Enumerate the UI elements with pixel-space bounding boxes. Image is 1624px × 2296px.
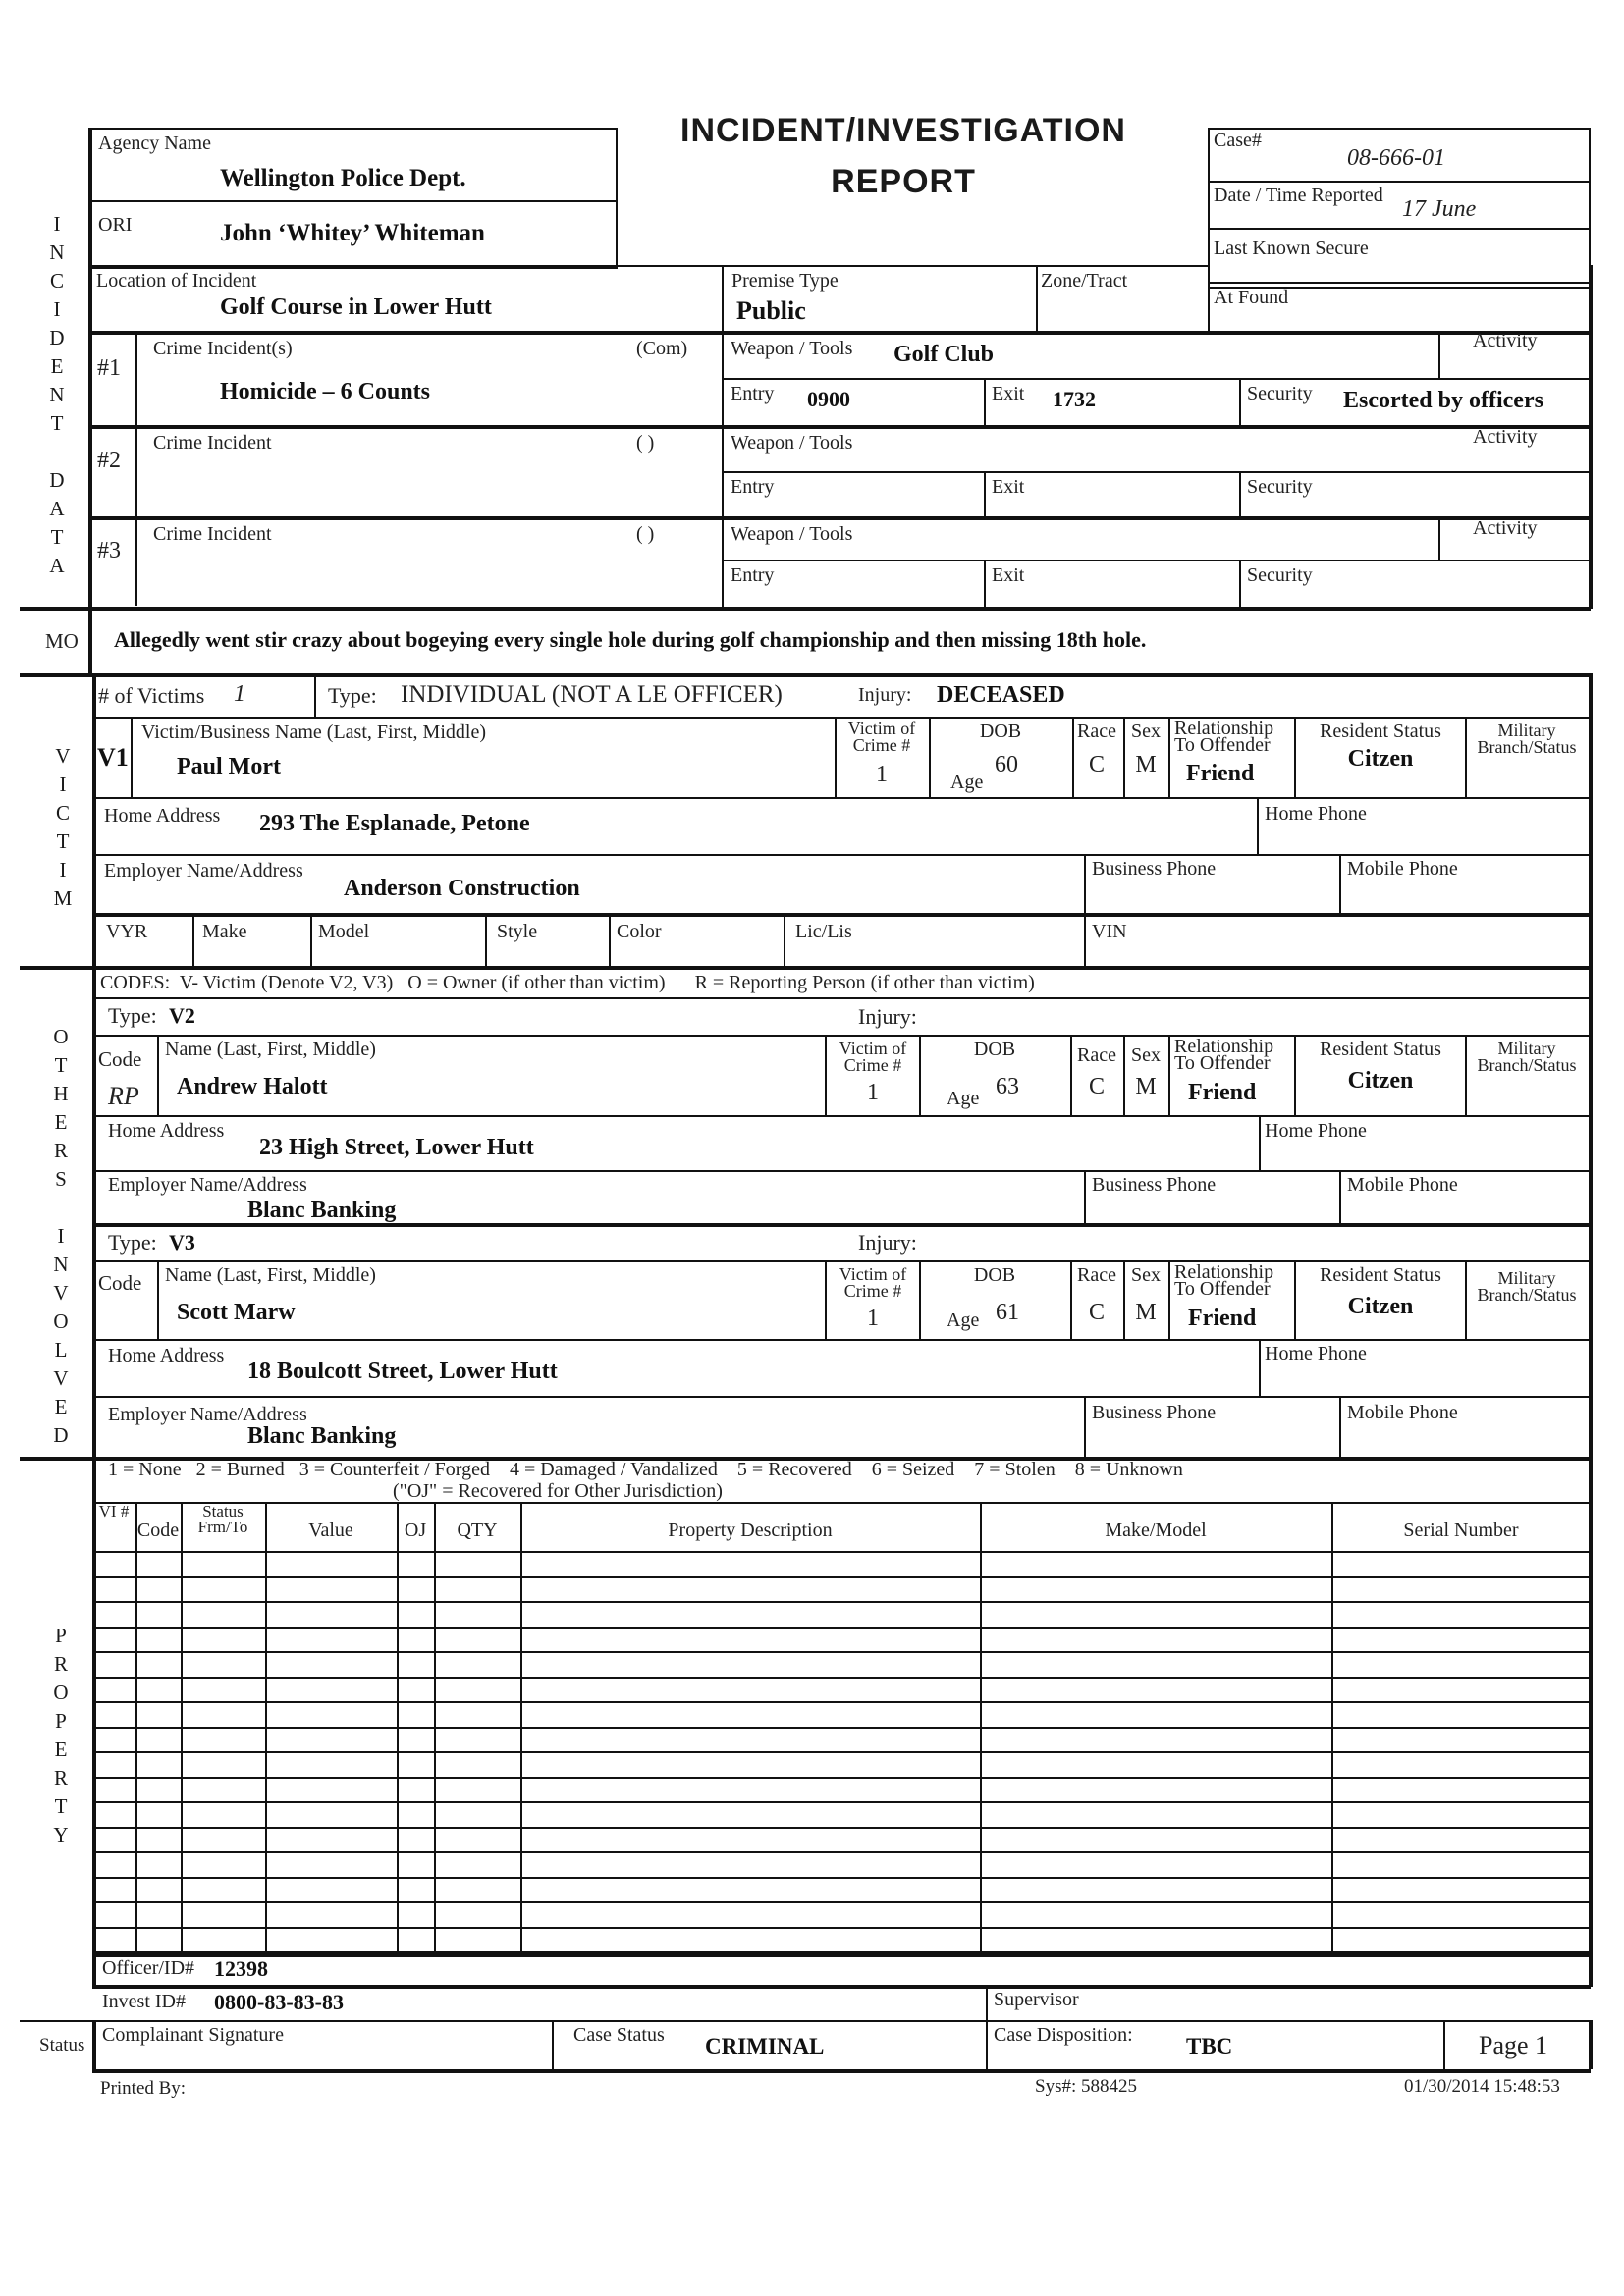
victim-age-value: 60 bbox=[995, 752, 1018, 777]
v3-age-label: Age bbox=[947, 1309, 980, 1331]
v3-home-address-label: Home Address bbox=[108, 1345, 225, 1366]
v3-age-value: 61 bbox=[996, 1300, 1019, 1325]
victim-sex-label: Sex bbox=[1131, 721, 1161, 742]
v2-code-label: Code bbox=[98, 1047, 142, 1071]
case-disposition-value: TBC bbox=[1186, 2034, 1233, 2058]
exit-2-label: Exit bbox=[992, 476, 1025, 498]
security-3-label: Security bbox=[1247, 564, 1313, 586]
v2-mobile-phone-label: Mobile Phone bbox=[1347, 1174, 1458, 1196]
v2-crime-no-value: 1 bbox=[867, 1080, 879, 1105]
property-row-line bbox=[92, 1777, 1591, 1779]
victim-injury-value: DECEASED bbox=[937, 682, 1065, 708]
v2-employer-label: Employer Name/Address bbox=[108, 1174, 307, 1196]
victim-age-label: Age bbox=[950, 772, 984, 793]
property-row-line bbox=[92, 1927, 1591, 1929]
v3-name-value: Scott Marw bbox=[177, 1300, 296, 1325]
v2-code-value: RP bbox=[108, 1082, 139, 1110]
property-column-header: OJ bbox=[404, 1520, 427, 1541]
victim-dob-label: DOB bbox=[979, 721, 1022, 742]
v2-injury-label: Injury: bbox=[858, 1004, 917, 1029]
v2-home-address-label: Home Address bbox=[108, 1120, 225, 1142]
victim-injury-label: Injury: bbox=[858, 684, 912, 706]
property-side-label: P R O P E R T Y bbox=[53, 1624, 69, 1846]
incident-data-side-label: I N C I D E N T D A T A bbox=[49, 212, 65, 577]
case-status-value: CRIMINAL bbox=[705, 2034, 825, 2058]
v3-type-label: Type: bbox=[108, 1230, 157, 1255]
sys-number: Sys#: 588425 bbox=[1035, 2076, 1137, 2097]
v3-dob-label: DOB bbox=[973, 1264, 1016, 1286]
property-row-line bbox=[92, 1551, 1591, 1553]
victim-crime-no-label: Victim of Crime # bbox=[847, 719, 916, 755]
invest-id-label: Invest ID# bbox=[102, 1991, 186, 2012]
weapon-1-label: Weapon / Tools bbox=[731, 338, 853, 359]
v2-resident-value: Citzen bbox=[1347, 1068, 1414, 1094]
victim-type-label: Type: bbox=[328, 683, 377, 708]
property-row-line bbox=[92, 1651, 1591, 1653]
property-row-line bbox=[92, 1576, 1591, 1578]
security-2-label: Security bbox=[1247, 476, 1313, 498]
security-1-value: Escorted by officers bbox=[1343, 388, 1543, 413]
entry-1-label: Entry bbox=[731, 383, 775, 404]
v3-sex-value: M bbox=[1135, 1300, 1157, 1325]
weapon-2-label: Weapon / Tools bbox=[731, 432, 853, 454]
premise-type-label: Premise Type bbox=[731, 270, 839, 292]
v3-resident-label: Resident Status bbox=[1320, 1264, 1441, 1286]
victim-home-phone-label: Home Phone bbox=[1265, 803, 1367, 825]
crime-1-label: Crime Incident(s) bbox=[153, 338, 293, 359]
security-1-label: Security bbox=[1247, 383, 1313, 404]
victim-mobile-phone-label: Mobile Phone bbox=[1347, 858, 1458, 880]
property-row-line bbox=[92, 1801, 1591, 1803]
property-row-line bbox=[92, 1601, 1591, 1603]
v2-relationship-value: Friend bbox=[1188, 1080, 1257, 1105]
victim-employer-value: Anderson Construction bbox=[344, 876, 580, 901]
crime-3-number: #3 bbox=[97, 538, 121, 563]
property-row-line bbox=[92, 1901, 1591, 1903]
property-row-line bbox=[92, 1877, 1591, 1879]
exit-1-value: 1732 bbox=[1053, 387, 1096, 411]
v2-type-label: Type: bbox=[108, 1003, 157, 1028]
vehicle-lic-label: Lic/Lis bbox=[795, 921, 852, 942]
v3-military-label: Military Branch/Status bbox=[1477, 1268, 1577, 1305]
property-table bbox=[92, 1502, 1591, 1953]
v3-resident-value: Citzen bbox=[1347, 1294, 1414, 1319]
victim-name-value: Paul Mort bbox=[177, 754, 281, 779]
location-value: Golf Course in Lower Hutt bbox=[220, 294, 492, 320]
last-known-secure-label: Last Known Secure bbox=[1214, 238, 1369, 259]
vehicle-model-label: Model bbox=[318, 921, 370, 942]
property-row-line bbox=[92, 1727, 1591, 1729]
case-status-label: Case Status bbox=[573, 2024, 665, 2046]
victim-home-address-value: 293 The Esplanade, Petone bbox=[259, 811, 530, 836]
num-victims-value: 1 bbox=[234, 681, 245, 707]
property-column-header: QTY bbox=[457, 1520, 498, 1541]
agency-value: Wellington Police Dept. bbox=[220, 165, 466, 191]
v3-business-phone-label: Business Phone bbox=[1092, 1402, 1217, 1423]
property-row-line bbox=[92, 1701, 1591, 1703]
victim-resident-label: Resident Status bbox=[1320, 721, 1441, 742]
victim-resident-value: Citzen bbox=[1347, 746, 1414, 772]
others-involved-side-label: O T H E R S I N V O L V E D bbox=[53, 1025, 69, 1447]
exit-1-label: Exit bbox=[992, 383, 1025, 404]
case-number: 08-666-01 bbox=[1347, 145, 1445, 171]
property-codes-line1: 1 = None 2 = Burned 3 = Counterfeit / Forged 4 = Damaged / Vandalized 5 = Recovered 6 = Seized 7 = Stolen 8 = Unknown bbox=[108, 1459, 1183, 1480]
complainant-signature-label: Complainant Signature bbox=[102, 2024, 284, 2046]
v2-age-value: 63 bbox=[996, 1074, 1019, 1099]
weapon-1-value: Golf Club bbox=[893, 342, 995, 367]
v2-resident-label: Resident Status bbox=[1320, 1039, 1441, 1060]
victim-relationship-label: Relationship To Offender bbox=[1174, 718, 1274, 756]
date-reported-label: Date / Time Reported bbox=[1214, 185, 1383, 206]
property-column-header: Value bbox=[308, 1520, 353, 1541]
v2-dob-label: DOB bbox=[973, 1039, 1016, 1060]
crime-2-com: ( ) bbox=[636, 432, 655, 454]
v3-crime-no-label: Victim of Crime # bbox=[839, 1264, 907, 1301]
v2-age-label: Age bbox=[947, 1088, 980, 1109]
property-row-line bbox=[92, 1677, 1591, 1679]
v3-relationship-label: Relationship To Offender bbox=[1174, 1261, 1274, 1300]
supervisor-label: Supervisor bbox=[994, 1989, 1079, 2010]
case-label: Case# bbox=[1214, 130, 1262, 151]
entry-3-label: Entry bbox=[731, 564, 775, 586]
v2-sex-label: Sex bbox=[1131, 1044, 1161, 1066]
victim-sex-value: M bbox=[1135, 752, 1157, 777]
num-victims-label: # of Victims bbox=[98, 683, 205, 708]
v2-sex-value: M bbox=[1135, 1074, 1157, 1099]
property-column-header: Make/Model bbox=[1105, 1520, 1207, 1541]
crime-1-number: #1 bbox=[97, 355, 121, 381]
victim-type-value: INDIVIDUAL (NOT A LE OFFICER) bbox=[401, 681, 783, 708]
victim-race-label: Race bbox=[1077, 721, 1116, 742]
victim-business-phone-label: Business Phone bbox=[1092, 858, 1217, 880]
property-row-line bbox=[92, 1627, 1591, 1629]
ori-label: ORI bbox=[98, 214, 133, 236]
crime-1-com: (Com) bbox=[636, 338, 688, 359]
victim-name-label: Victim/Business Name (Last, First, Middle) bbox=[141, 721, 486, 743]
v3-name-label: Name (Last, First, Middle) bbox=[165, 1264, 376, 1286]
activity-2-label: Activity bbox=[1473, 426, 1538, 448]
crime-3-com: ( ) bbox=[636, 523, 655, 545]
at-found-label: At Found bbox=[1214, 287, 1289, 308]
victim-home-address-label: Home Address bbox=[104, 805, 221, 827]
mo-label: MO bbox=[45, 629, 79, 653]
v3-race-value: C bbox=[1088, 1300, 1105, 1325]
v3-relationship-value: Friend bbox=[1188, 1306, 1257, 1331]
property-column-header: Property Description bbox=[668, 1520, 833, 1541]
victim-relationship-value: Friend bbox=[1186, 761, 1255, 786]
codes-legend: CODES: V- Victim (Denote V2, V3) O = Owner (if other than victim) R = Reporting Person (if other than victim) bbox=[100, 972, 1035, 993]
vehicle-vyr-label: VYR bbox=[106, 921, 148, 942]
property-row-line bbox=[92, 1827, 1591, 1829]
premise-type-value: Public bbox=[736, 296, 806, 325]
print-timestamp: 01/30/2014 15:48:53 bbox=[1404, 2076, 1560, 2097]
v3-mobile-phone-label: Mobile Phone bbox=[1347, 1402, 1458, 1423]
crime-2-number: #2 bbox=[97, 448, 121, 473]
v2-business-phone-label: Business Phone bbox=[1092, 1174, 1217, 1196]
v3-sex-label: Sex bbox=[1131, 1264, 1161, 1286]
v3-home-phone-label: Home Phone bbox=[1265, 1343, 1367, 1364]
entry-2-label: Entry bbox=[731, 476, 775, 498]
v2-home-address-value: 23 High Street, Lower Hutt bbox=[259, 1135, 534, 1160]
victim-race-value: C bbox=[1088, 752, 1105, 777]
printed-by-label: Printed By: bbox=[100, 2078, 187, 2099]
v3-employer-label: Employer Name/Address bbox=[108, 1404, 307, 1425]
v2-relationship-label: Relationship To Offender bbox=[1174, 1036, 1274, 1074]
v2-race-label: Race bbox=[1077, 1044, 1116, 1066]
victim-military-label: Military Branch/Status bbox=[1477, 721, 1577, 757]
property-row-line bbox=[92, 1751, 1591, 1753]
officer-id-value: 12398 bbox=[214, 1956, 268, 1981]
v2-crime-no-label: Victim of Crime # bbox=[839, 1039, 907, 1075]
crime-1-value: Homicide – 6 Counts bbox=[220, 379, 431, 404]
status-label: Status bbox=[39, 2035, 85, 2056]
location-label: Location of Incident bbox=[96, 270, 257, 292]
v3-crime-no-value: 1 bbox=[867, 1306, 879, 1331]
exit-3-label: Exit bbox=[992, 564, 1025, 586]
victim-code: V1 bbox=[97, 743, 129, 772]
v3-type-value: V3 bbox=[169, 1230, 195, 1255]
v3-employer-value: Blanc Banking bbox=[247, 1423, 397, 1449]
property-column-header: VI # bbox=[98, 1502, 130, 1521]
v2-name-label: Name (Last, First, Middle) bbox=[165, 1039, 376, 1060]
v2-type-value: V2 bbox=[169, 1003, 195, 1028]
property-column-header: Code bbox=[136, 1520, 180, 1541]
vehicle-make-label: Make bbox=[202, 921, 247, 942]
v3-injury-label: Injury: bbox=[858, 1230, 917, 1255]
mo-text: Allegedly went stir crazy about bogeying every single hole during golf championship and then missing 18th hole. bbox=[114, 627, 1147, 652]
property-codes-line2: ("OJ" = Recovered for Other Jurisdiction) bbox=[393, 1480, 723, 1502]
weapon-3-label: Weapon / Tools bbox=[731, 523, 853, 545]
report-title-line2: REPORT bbox=[831, 163, 976, 200]
v2-name-value: Andrew Halott bbox=[177, 1074, 328, 1099]
ori-value: John ‘Whitey’ Whiteman bbox=[220, 220, 485, 246]
entry-1-value: 0900 bbox=[807, 387, 850, 411]
victim-side-label: V I C T I M bbox=[53, 744, 73, 910]
agency-label: Agency Name bbox=[98, 133, 211, 154]
v2-race-value: C bbox=[1088, 1074, 1105, 1099]
zone-tract-label: Zone/Tract bbox=[1041, 270, 1128, 292]
activity-1-label: Activity bbox=[1473, 330, 1538, 351]
page-number: Page 1 bbox=[1479, 2031, 1548, 2059]
crime-3-label: Crime Incident bbox=[153, 523, 272, 545]
invest-id-value: 0800-83-83-83 bbox=[214, 1990, 344, 2014]
crime-2-label: Crime Incident bbox=[153, 432, 272, 454]
vehicle-style-label: Style bbox=[497, 921, 538, 942]
vehicle-vin-label: VIN bbox=[1092, 921, 1127, 942]
victim-employer-label: Employer Name/Address bbox=[104, 860, 303, 881]
officer-id-label: Officer/ID# bbox=[102, 1957, 195, 1979]
property-row-line bbox=[92, 1851, 1591, 1853]
victim-crime-no-value: 1 bbox=[876, 762, 888, 787]
case-disposition-label: Case Disposition: bbox=[994, 2024, 1133, 2046]
report-title-line1: INCIDENT/INVESTIGATION bbox=[680, 112, 1126, 149]
v2-home-phone-label: Home Phone bbox=[1265, 1120, 1367, 1142]
v3-code-label: Code bbox=[98, 1271, 142, 1295]
activity-3-label: Activity bbox=[1473, 517, 1538, 539]
v2-employer-value: Blanc Banking bbox=[247, 1198, 397, 1223]
v3-race-label: Race bbox=[1077, 1264, 1116, 1286]
property-column-header: Serial Number bbox=[1403, 1520, 1519, 1541]
v2-military-label: Military Branch/Status bbox=[1477, 1039, 1577, 1075]
property-column-header: Status Frm/To bbox=[197, 1502, 248, 1536]
v3-home-address-value: 18 Boulcott Street, Lower Hutt bbox=[247, 1359, 558, 1384]
date-reported-value: 17 June bbox=[1402, 196, 1477, 222]
vehicle-color-label: Color bbox=[617, 921, 662, 942]
